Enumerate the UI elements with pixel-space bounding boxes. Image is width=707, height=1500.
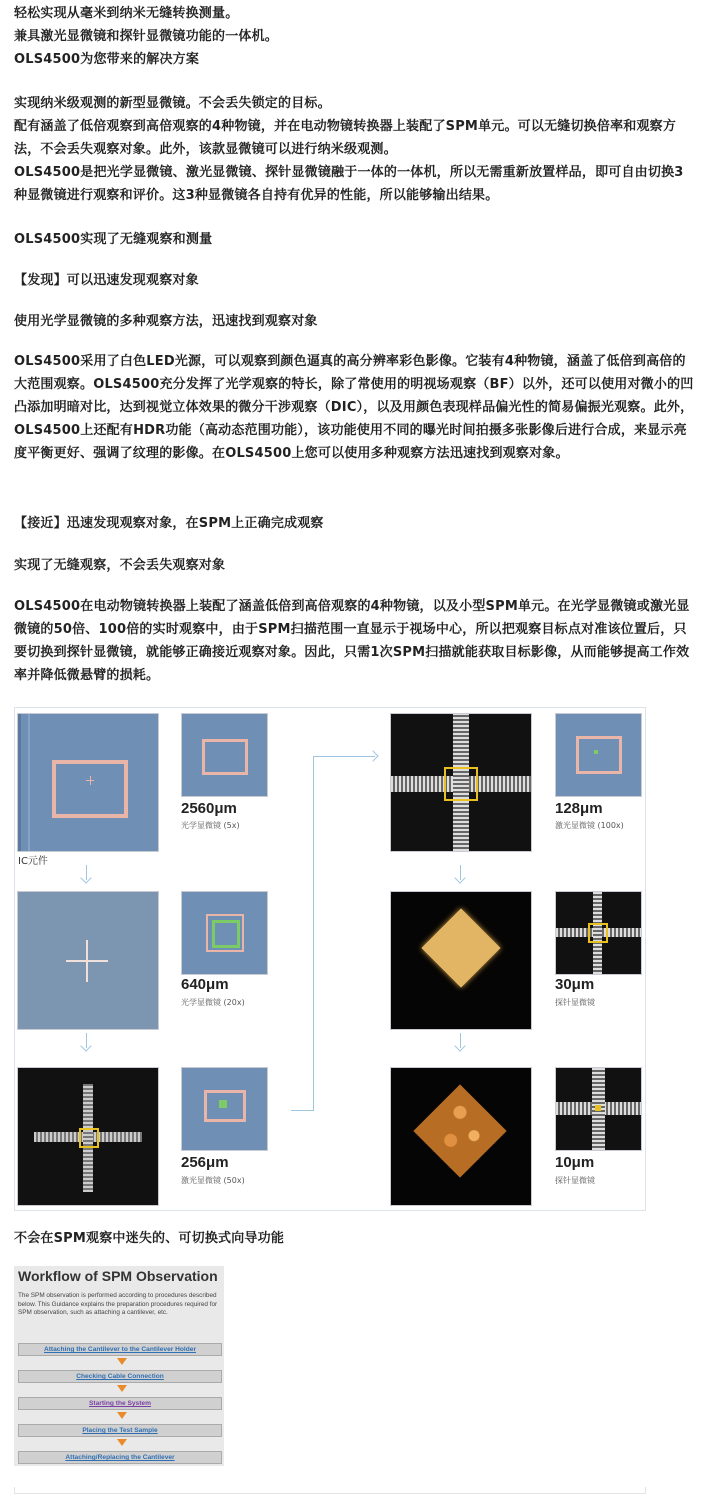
workflow-step-2[interactable]: Checking Cable Connection (18, 1370, 222, 1383)
intro-line-3: OLS4500为您带来的解决方案 (14, 52, 200, 67)
laser-100x-image (390, 713, 532, 852)
panel-size-30: 30μm (555, 976, 595, 993)
panel-mode-30: 探针显微镜 (555, 998, 595, 1007)
zoom-workflow-figure (14, 707, 646, 1211)
panel-size-2560: 2560μm (181, 800, 237, 817)
workflow-step-4[interactable]: Placing the Test Sample (18, 1424, 222, 1437)
workflow-description: The SPM observation is performed according to procedures described below. This Guidance explains the preparation procedures required for SPM observation, such as attaching a cantilever, etc. (18, 1292, 218, 1316)
optical-20x-thumb (181, 891, 268, 975)
intro-line-1: 轻松实现从毫米到纳米无缝转换测量。 (14, 6, 239, 21)
heading-seamless: OLS4500实现了无缝观察和测量 (14, 232, 213, 247)
workflow-step-5[interactable]: Attaching/Replacing the Cantilever (18, 1451, 222, 1464)
workflow-step-1[interactable]: Attaching the Cantilever to the Cantilever Holder (18, 1343, 222, 1356)
paragraph-led: OLS4500采用了白色LED光源，可以观察到颜色逼真的高分辨率彩色影像。它装有4种物镜，涵盖了低倍到高倍的大范围观察。OLS4500充分发挥了光学观察的特长，除了常使用的明视场观察（BF）以外，还可以使用对微小的凹凸添加明暗对比，达到视觉立体效果的微分干涉观察（DIC），以及用颜色表现样品偏光性的简易偏振光观察。此外，OLS4500上还配有HDR功能（高动态范围功能），该功能使用不同的曝光时间拍摄多张影像后进行合成，来显示亮度平衡更好、强调了纹理的影像。在OLS4500上您可以使用多种观察方法迅速找到观察对象。 (14, 354, 694, 461)
optical-5x-thumb (181, 713, 268, 797)
laser-50x-thumb (181, 1067, 268, 1151)
intro-line-2: 兼具激光显微镜和探针显微镜功能的一体机。 (14, 29, 279, 44)
panel-size-640: 640μm (181, 976, 229, 993)
panel-mode-128: 激光显微镜 (100x) (555, 821, 624, 830)
laser-cross-image (17, 1067, 159, 1206)
subheading-no-lose: 实现了无缝观察，不会丢失观察对象 (14, 558, 226, 573)
heading-approach: 【接近】迅速发现观察对象，在SPM上正确完成观察 (14, 516, 324, 531)
spm-3d-10um-image (390, 1067, 532, 1206)
spm-workflow-panel (14, 1266, 224, 1466)
panel-mode-640: 光学显微镜 (20x) (181, 998, 245, 1007)
panel-mode-2560: 光学显微镜 (5x) (181, 821, 240, 830)
panel-size-256: 256μm (181, 1154, 229, 1171)
panel-mode-256: 激光显微镜 (50x) (181, 1176, 245, 1185)
workflow-title: Workflow of SPM Observation (18, 1268, 218, 1284)
bottom-divider (14, 1487, 646, 1494)
panel-mode-10: 探针显微镜 (555, 1176, 595, 1185)
ic-element-label: IC元件 (18, 856, 48, 867)
ic-overview-image (17, 713, 159, 852)
spm-30um-thumb (555, 891, 642, 975)
spm-10um-thumb (555, 1067, 642, 1151)
workflow-step-3[interactable]: Starting the System (18, 1397, 222, 1410)
heading-guidance: 不会在SPM观察中迷失的、可切换式向导功能 (14, 1231, 285, 1246)
panel-size-128: 128μm (555, 800, 603, 817)
paragraph-three-microscopes: OLS4500是把光学显微镜、激光显微镜、探针显微镜融于一体的一体机，所以无需重新放置样品，即可自由切换3种显微镜进行观察和评价。这3种显微镜各自持有优异的性能，所以能够输出结果。 (14, 165, 684, 203)
panel-size-10: 10μm (555, 1154, 595, 1171)
heading-discover: 【发现】可以迅速发现观察对象 (14, 273, 199, 288)
ic-cross-image (17, 891, 159, 1030)
spm-3d-30um-image (390, 891, 532, 1030)
subheading-optical: 使用光学显微镜的多种观察方法，迅速找到观察对象 (14, 314, 318, 329)
section-heading-nano: 实现纳米级观测的新型显微镜。不会丢失锁定的目标。 (14, 96, 331, 111)
paragraph-objectives: 配有涵盖了低倍观察到高倍观察的4种物镜，并在电动物镜转换器上装配了SPM单元。可以无缝切换倍率和观察方法，不会丢失观察对象。此外，该款显微镜可以进行纳米级观测。 (14, 119, 677, 157)
paragraph-spm-unit: OLS4500在电动物镜转换器上装配了涵盖低倍到高倍观察的4种物镜，以及小型SPM单元。在光学显微镜或激光显微镜的50倍、100倍的实时观察中，由于SPM扫描范围一直显示于视场中心，所以把观察目标点对准该位置后，只要切换到探针显微镜，就能够正确接近观察对象。因此，只需1次SPM扫描就能获取目标影像，从而能够提高工作效率并降低微悬臂的损耗。 (14, 599, 690, 683)
laser-100x-thumb (555, 713, 642, 797)
